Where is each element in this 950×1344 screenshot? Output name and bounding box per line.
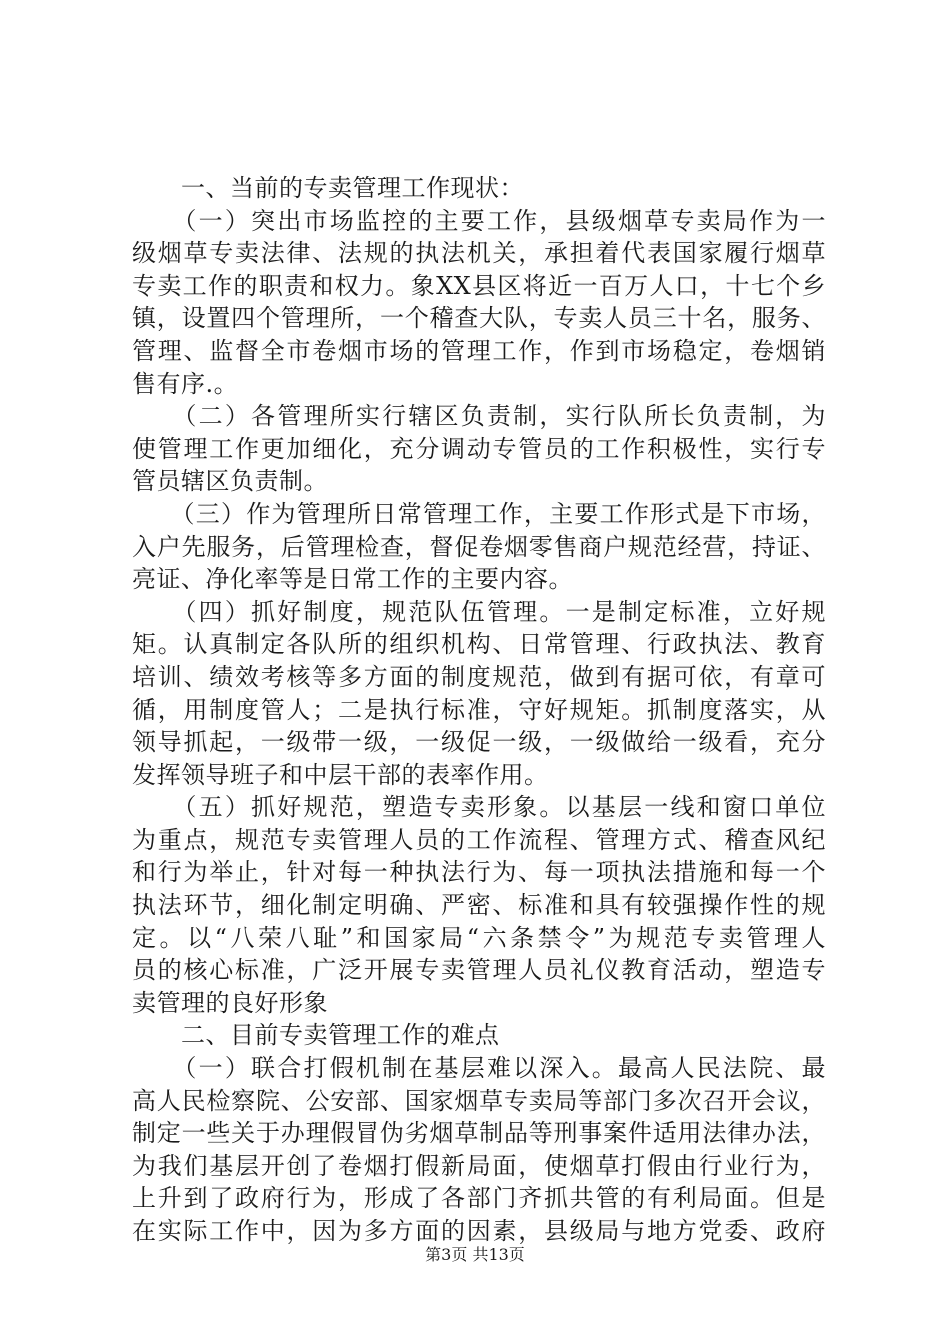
text-line: 镇，设置四个管理所，一个稽查大队，专卖人员三十名，服务、 — [132, 304, 826, 333]
text-line: （五）抓好规范，塑造专卖形象。以基层一线和窗口单位 — [132, 793, 826, 822]
document-body — [132, 172, 826, 1248]
text-line: 管员辖区负责制。 — [132, 467, 328, 496]
text-line: （一）突出市场监控的主要工作，县级烟草专卖局作为一 — [132, 206, 826, 235]
text-line: 上升到了政府行为，形成了各部门齐抓共管的有利局面。但是 — [132, 1184, 826, 1213]
text-line: 执法环节，细化制定明确、严密、标准和具有较强操作性的规 — [132, 891, 826, 920]
text-line: 员的核心标准，广泛开展专卖管理人员礼仪教育活动，塑造专 — [132, 956, 826, 985]
text-line: 高人民检察院、公安部、国家烟草专卖局等部门多次召开会议， — [132, 1086, 826, 1115]
text-line: 一、当前的专卖管理工作现状： — [132, 174, 524, 202]
text-line: 培训、绩效考核等多方面的制度规范，做到有据可依，有章可 — [132, 662, 826, 691]
text-line: 矩。认真制定各队所的组织机构、日常管理、行政执法、教育 — [132, 630, 826, 659]
text-line: 为我们基层开创了卷烟打假新局面，使烟草打假由行业行为， — [132, 1151, 826, 1180]
text-line: （一）联合打假机制在基层难以深入。最高人民法院、最 — [132, 1054, 826, 1083]
text-line: （四）抓好制度，规范队伍管理。一是制定标准，立好规 — [132, 597, 826, 626]
text-line: 制定一些关于办理假冒伪劣烟草制品等刑事案件适用法律办法， — [132, 1119, 826, 1148]
text-line: 管理、监督全市卷烟市场的管理工作，作到市场稳定，卷烟销 — [132, 336, 826, 365]
text-line: 入户先服务，后管理检查，督促卷烟零售商户规范经营，持证、 — [132, 532, 826, 561]
text-line: 亮证、净化率等是日常工作的主要内容。 — [132, 565, 573, 594]
text-line: 循，用制度管人；二是执行标准，守好规矩。抓制度落实，从 — [132, 695, 826, 724]
text-line: （二）各管理所实行辖区负责制，实行队所长负责制，为 — [132, 402, 826, 431]
page-footer: 第3页 共13页 — [425, 1245, 525, 1264]
text-line: 级烟草专卖法律、法规的执法机关，承担着代表国家履行烟草 — [132, 239, 826, 268]
text-line: 卖管理的良好形象 — [132, 988, 328, 1017]
text-line: 和行为举止，针对每一种执法行为、每一项执法措施和每一个 — [132, 858, 826, 887]
text-line: 专卖工作的职责和权力。象XX县区将近一百万人口，十七个乡 — [132, 271, 826, 300]
text-line: 二、目前专卖管理工作的难点 — [132, 1021, 500, 1050]
text-line: 领导抓起，一级带一级，一级促一级，一级做给一级看，充分 — [132, 728, 826, 757]
text-line: 使管理工作更加细化，充分调动专管员的工作积极性，实行专 — [132, 434, 826, 463]
text-line: 在实际工作中，因为多方面的因素，县级局与地方党委、政府 — [132, 1217, 826, 1245]
text-line: 售有序.。 — [132, 369, 239, 398]
text-line: （三）作为管理所日常管理工作，主要工作形式是下市场， — [132, 499, 826, 528]
text-line: 发挥领导班子和中层干部的表率作用。 — [132, 760, 549, 789]
text-line: 定。以“八荣八耻”和国家局“六条禁令”为规范专卖管理人 — [132, 923, 826, 952]
text-line: 为重点，规范专卖管理人员的工作流程、管理方式、稽查风纪 — [132, 825, 826, 854]
